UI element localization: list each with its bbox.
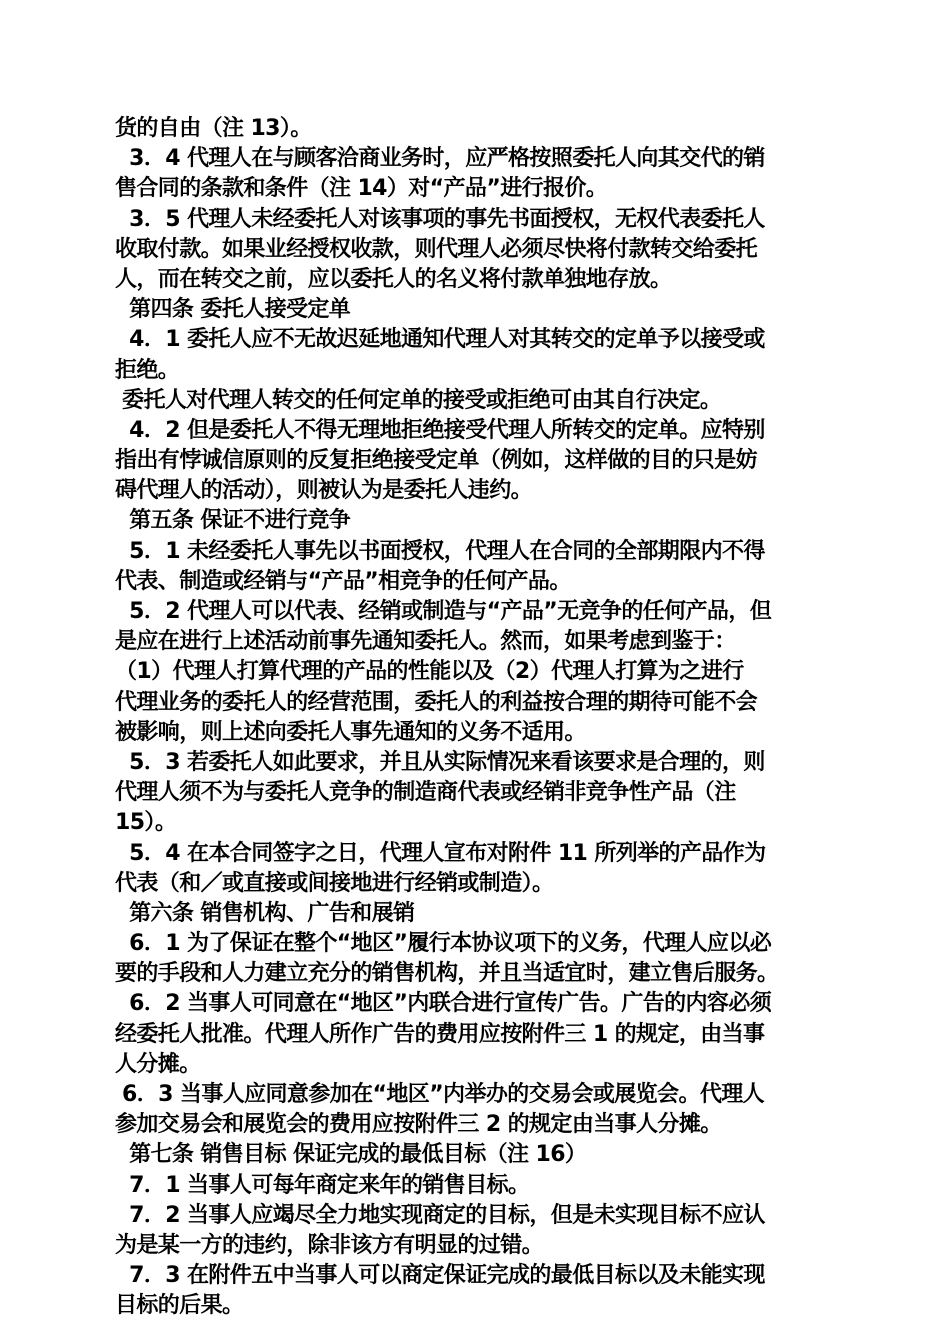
text-line: 代表、制造或经销与“产品”相竞争的任何产品。 — [115, 568, 571, 594]
text-line: 人，而在转交之前，应以委托人的名义将付款单独地存放。 — [115, 266, 672, 292]
text-line: 7．3 在附件五中当事人可以商定保证完成的最低目标以及未能实现 — [115, 1263, 765, 1289]
document-body — [115, 114, 845, 1322]
text-line: 4．2 但是委托人不得无理地拒绝接受代理人所转交的定单。应特别 — [115, 417, 765, 443]
text-line: 目标的后果。 — [115, 1293, 244, 1319]
text-line: 参加交易会和展览会的费用应按附件三 2 的规定由当事人分摊。 — [115, 1112, 722, 1138]
text-line: （1）代理人打算代理的产品的性能以及（2）代理人打算为之进行 — [115, 659, 744, 685]
text-line: 要的手段和人力建立充分的销售机构，并且当适宜时，建立售后服务。 — [115, 961, 779, 987]
text-line: 5．4 在本合同签字之日，代理人宣布对附件 11 所列举的产品作为 — [115, 840, 766, 866]
text-line: 为是某一方的违约，除非该方有明显的过错。 — [115, 1232, 544, 1258]
text-line: 第七条 销售目标 保证完成的最低目标（注 16） — [115, 1142, 587, 1168]
text-line: 第六条 销售机构、广告和展销 — [115, 900, 415, 926]
text-line: 5．2 代理人可以代表、经销或制造与“产品”无竞争的任何产品，但 — [115, 599, 772, 624]
text-line: 代表（和／或直接或间接地进行经销或制造）。 — [115, 870, 554, 896]
text-line: 经委托人批准。代理人所作广告的费用应按附件三 1 的规定，由当事 — [115, 1021, 765, 1047]
text-line: 6．3 当事人应同意参加在“地区”内举办的交易会或展览会。代理人 — [115, 1082, 765, 1107]
text-line: 人分摊。 — [115, 1051, 201, 1077]
text-line: 碍代理人的活动），则被认为是委托人违约。 — [115, 478, 533, 504]
text-line: 6．1 为了保证在整个“地区”履行本协议项下的义务，代理人应以必 — [115, 931, 772, 957]
text-line: 售合同的条款和条件（注 14）对“产品”进行报价。 — [115, 176, 608, 202]
text-line: 3．5 代理人未经委托人对该事项的事先书面授权，无权代表委托人 — [115, 206, 765, 232]
text-line: 5．1 未经委托人事先以书面授权，代理人在合同的全部期限内不得 — [115, 538, 765, 564]
text-line: 被影响，则上述向委托人事先通知的义务不适用。 — [115, 719, 586, 745]
text-line: 3．4 代理人在与顾客洽商业务时，应严格按照委托人向其交代的销 — [115, 146, 765, 172]
text-line: 收取付款。如果业经授权收款，则代理人必须尽快将付款转交给委托 — [115, 236, 758, 262]
text-line: 7．2 当事人应竭尽全力地实现商定的目标，但是未实现目标不应认 — [115, 1202, 765, 1228]
text-line: 15）。 — [115, 810, 177, 836]
text-line: 是应在进行上述活动前事先通知委托人。然而，如果考虑到鉴于： — [115, 629, 736, 655]
text-line: 代理业务的委托人的经营范围，委托人的利益按合理的期待可能不会 — [115, 689, 758, 715]
text-line: 7．1 当事人可每年商定来年的销售目标。 — [115, 1172, 530, 1198]
text-line: 货的自由（注 13）。 — [115, 116, 312, 141]
text-line: 6．2 当事人可同意在“地区”内联合进行宣传广告。广告的内容必须 — [115, 991, 772, 1017]
text-line: 委托人对代理人转交的任何定单的接受或拒绝可由其自行决定。 — [115, 387, 722, 413]
text-line: 代理人须不为与委托人竞争的制造商代表或经销非竞争性产品（注 — [115, 780, 736, 806]
text-line: 第五条 保证不进行竞争 — [115, 508, 351, 534]
text-line: 第四条 委托人接受定单 — [115, 297, 351, 323]
text-line: 5．3 若委托人如此要求，并且从实际情况来看该要求是合理的，则 — [115, 749, 765, 775]
text-line: 拒绝。 — [115, 357, 180, 383]
text-line: 指出有悖诚信原则的反复拒绝接受定单（例如，这样做的目的只是妨 — [115, 448, 758, 474]
text-line: 4．1 委托人应不无故迟延地通知代理人对其转交的定单予以接受或 — [115, 327, 765, 353]
